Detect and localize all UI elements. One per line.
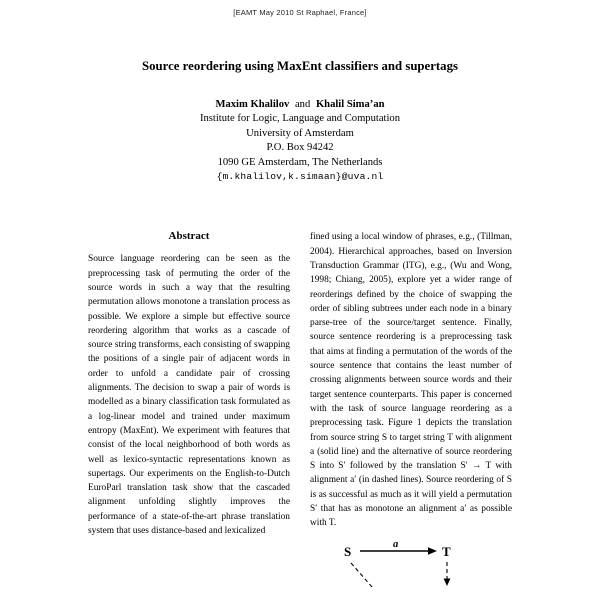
contact-email: {m.khalilov,k.simaan}@uva.nl xyxy=(216,170,384,182)
figure-alignment-label: a xyxy=(393,538,399,550)
author-2: Khalil Sima’an xyxy=(315,99,385,111)
affiliation-city: 1090 GE Amsterdam, The Netherlands xyxy=(217,156,383,168)
target-dashed-arrowhead xyxy=(444,578,451,586)
alignment-arrowhead xyxy=(428,547,437,555)
affiliation-pobox: P.O. Box 94242 xyxy=(266,142,334,154)
left-column xyxy=(88,230,290,591)
figure-target-label: T xyxy=(442,543,451,559)
conference-note: [EAMT May 2010 St Raphael, France] xyxy=(233,8,367,17)
abstract-heading: Abstract xyxy=(168,230,210,243)
two-column-body xyxy=(88,230,512,591)
author-conjunction: and xyxy=(294,99,311,111)
abstract-text: Source language reordering can be seen as the preprocessing task of permuting the order of the source words in such a way that the resulting permutation allows monotone a translation process as possible. We explore a simple but effective source reordering algorithm that works as a cascade of source string transforms, each consisting of swapping the positions of a single pair of adjacent words in order to unfold a candidate pair of crossing alignments. The decision to swap a pair of words is modelled as a binary classification task formulated as a log-linear model and trained under maximum entropy (MaxEnt). We experiment with features that consist of the local neighborhood of both words as well as lexico-syntactic representations known as supertags. Our experiments on the English-to-Dutch EuroParl translation task show that the cascaded alignment unfolding slightly improves the performance of a state-of-the-art phrase translation system that uses distance-based and lexicalized xyxy=(88,254,290,537)
paper-title: Source reordering using MaxEnt classifiers and supertags xyxy=(142,59,458,73)
author-1: Maxim Khalilov xyxy=(215,99,290,111)
figure-source-label: S xyxy=(344,543,352,559)
authors-line xyxy=(88,99,512,110)
figure-1 xyxy=(310,539,512,592)
affiliation-institute: Institute for Logic, Language and Computation xyxy=(199,113,401,125)
source-reordering-dashed-line xyxy=(351,563,372,587)
right-column xyxy=(310,230,512,591)
affiliation-university: University of Amsterdam xyxy=(246,127,354,139)
intro-text: fined using a local window of phrases, e.g., (Tillman, 2004). Hierarchical approaches, based on Inversion Transduction Grammar (ITG), e.g., (Wu and Wong, 1998; Chiang, 2005), explore yet a wider range of reorderings defined by the choice of swapping the order of sibling subtrees under each node in a binary parse-tree of the source/target sentence. Finally, source sentence reordering is a preprocessing task that aims at finding a permutation of the words of the source sentence that contains the least number of crossing alignments between source words and their target sentence counterparts. This paper is concerned with the task of source language reordering as a preprocessing task. Figure 1 depicts the translation from source string S to target string T with alignment a (solid line) and the alternative of source reordering S into S′ followed by the translation S′ → T with alignment a′ (in dashed lines). Source reordering of S is as successful as much as it will yield a permutation S′ that has as monotone an alignment a′ as possible with T. xyxy=(310,232,512,529)
alignment-diagram xyxy=(338,539,468,587)
affiliation-block xyxy=(88,112,512,184)
